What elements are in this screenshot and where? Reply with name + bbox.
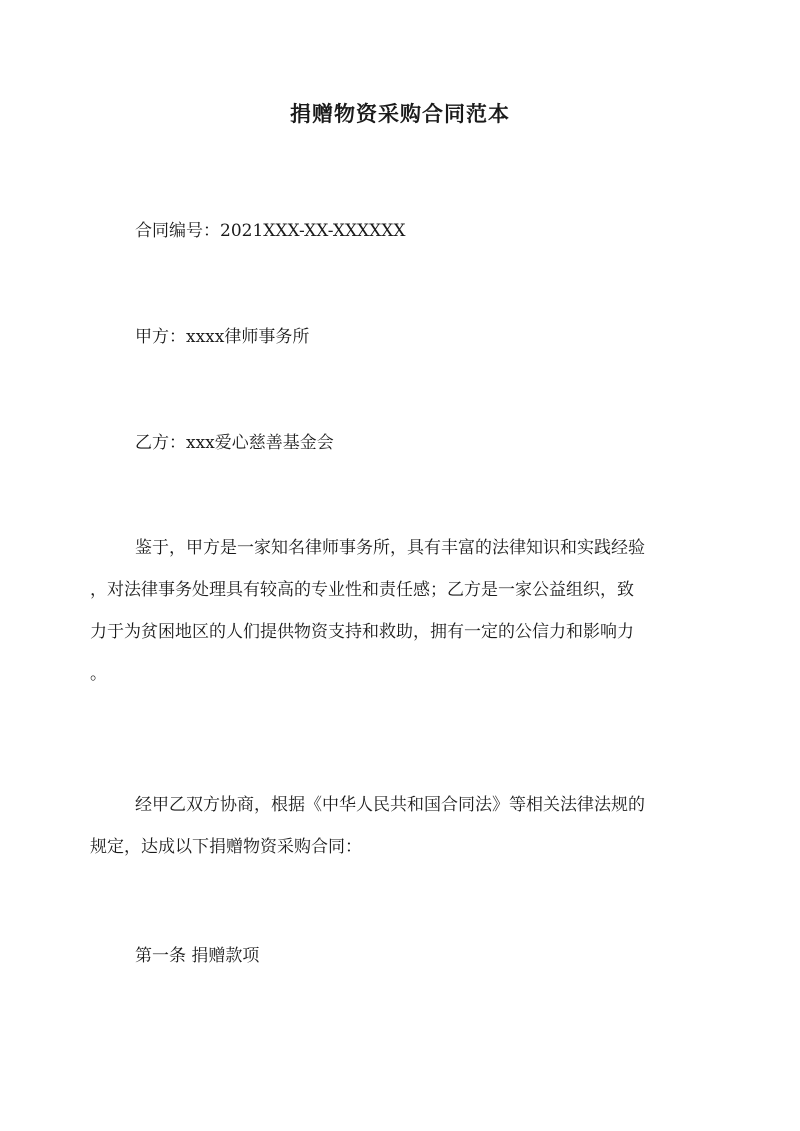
paragraph-line: 力于为贫困地区的人们提供物资支持和救助，拥有一定的公信力和影响力: [90, 622, 634, 642]
whereas-paragraph: [90, 527, 710, 695]
contract-number-line: 合同编号：2021XXX-XX-XXXXXX: [135, 221, 406, 241]
agreement-paragraph: [90, 784, 710, 868]
party-b-line: 乙方：xxx爱心慈善基金会: [135, 433, 334, 453]
paragraph-line: 鉴于，甲方是一家知名律师事务所，具有丰富的法律知识和实践经验: [135, 538, 645, 558]
paragraph-line: ，对法律事务处理具有较高的专业性和责任感；乙方是一家公益组织，致: [90, 580, 634, 600]
article-one-heading: 第一条 捐赠款项: [135, 946, 260, 966]
document-title: 捐赠物资采购合同范本: [290, 101, 510, 126]
paragraph-line: 规定，达成以下捐赠物资采购合同：: [90, 837, 362, 857]
paragraph-line: 经甲乙双方协商，根据《中华人民共和国合同法》等相关法律法规的: [135, 795, 645, 815]
paragraph-line: 。: [90, 664, 107, 684]
party-a-line: 甲方：xxxx律师事务所: [135, 327, 310, 347]
